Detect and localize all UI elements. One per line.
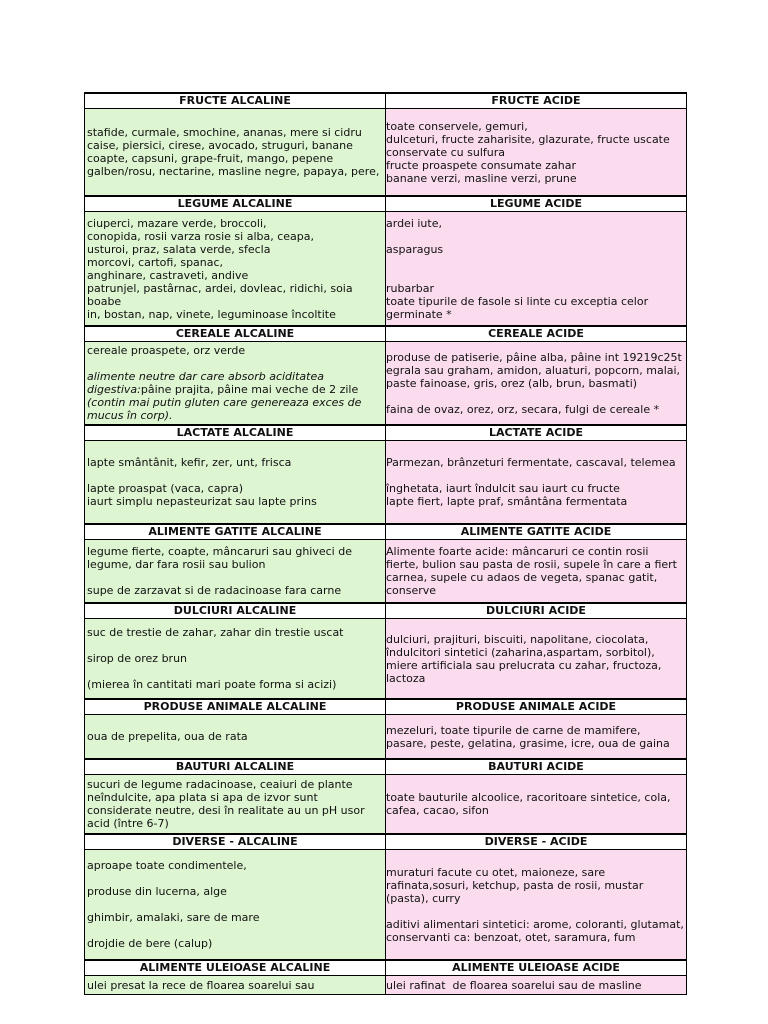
food-line bbox=[87, 243, 383, 256]
food-line bbox=[87, 482, 383, 495]
food-line-text: lapte proaspat (vaca, capra) bbox=[87, 482, 244, 495]
food-line bbox=[87, 139, 383, 178]
food-line-text: caise, piersici, cirese, avocado, struguri, banane coapte, capsuni, grape-fruit, mango, pepene galben/rosu, nectarine, masline negre, papaya, pere, bbox=[87, 139, 380, 178]
alkaline-food-list bbox=[85, 850, 386, 961]
acidic-section-title: DULCIURI ACIDE bbox=[386, 603, 687, 619]
food-line-text: aditivi alimentari sintetici: arome, coloranti, glutamat, conservanti ca: benzoat, otet, saramura, fum bbox=[386, 917, 688, 944]
food-line-text: anghinare, castraveti, andive bbox=[87, 268, 249, 282]
food-line bbox=[87, 126, 383, 139]
food-line bbox=[386, 243, 684, 256]
food-line-text: ardei iute, bbox=[386, 216, 442, 230]
acidic-section-title: ALIMENTE ULEIOASE ACIDE bbox=[386, 960, 687, 976]
alkaline-section-title: ALIMENTE GATITE ALCALINE bbox=[85, 524, 386, 540]
acidic-section-title: ALIMENTE GATITE ACIDE bbox=[386, 524, 687, 540]
alkaline-food-list bbox=[85, 540, 386, 604]
food-line bbox=[386, 351, 684, 390]
food-line bbox=[386, 866, 684, 905]
section-header-row bbox=[85, 960, 687, 976]
section-header-row bbox=[85, 834, 687, 850]
food-line bbox=[87, 357, 383, 370]
acidic-section-title: LACTATE ACIDE bbox=[386, 425, 687, 441]
alkaline-food-list bbox=[85, 441, 386, 525]
food-line bbox=[87, 937, 383, 950]
food-line bbox=[87, 898, 383, 911]
food-line bbox=[386, 159, 684, 172]
food-line bbox=[87, 545, 383, 571]
acidic-food-list bbox=[386, 109, 687, 197]
food-line-text: toate bauturile alcoolice, racoritoare sintetice, cola, cafea, cacao, sifon bbox=[386, 791, 675, 817]
alkaline-section-title: LACTATE ALCALINE bbox=[85, 425, 386, 441]
food-line-text: oua de prepelita, oua de rata bbox=[87, 730, 248, 743]
food-line-text: faina de ovaz, orez, orz, secara, fulgi de cereale * bbox=[386, 402, 660, 416]
food-line bbox=[87, 584, 383, 597]
food-line bbox=[87, 924, 383, 937]
food-line-text: Alimente foarte acide: mâncaruri ce contin rosii fierte, bulion sau pasta de rosii, supele în care a fiert carnea, supele cu adaos de vegeta, spanac gatit, conserve bbox=[386, 545, 681, 597]
acidic-food-list bbox=[386, 619, 687, 700]
food-line bbox=[87, 217, 383, 230]
acidic-section-title: LEGUME ACIDE bbox=[386, 196, 687, 212]
food-line bbox=[87, 469, 383, 482]
food-line-text: Parmezan, brânzeturi fermentate, cascaval, telemea bbox=[386, 456, 676, 469]
food-line-text: mezeluri, toate tipurile de carne de mamifere, pasare, peste, gelatina, grasime, icre, oua de gaina bbox=[386, 723, 670, 750]
acidic-section-title: DIVERSE - ACIDE bbox=[386, 834, 687, 850]
food-line bbox=[386, 403, 684, 416]
food-line bbox=[87, 885, 383, 898]
food-line bbox=[87, 652, 383, 665]
food-line bbox=[87, 859, 383, 872]
food-line-text: stafide, curmale, smochine, ananas, mere si cidru bbox=[87, 126, 362, 139]
alkaline-food-list bbox=[85, 976, 386, 995]
section-header-row bbox=[85, 425, 687, 441]
section-content-row bbox=[85, 976, 687, 995]
alkaline-food-list bbox=[85, 715, 386, 760]
food-line-text: banane verzi, masline verzi, prune bbox=[386, 171, 577, 185]
food-line bbox=[386, 905, 684, 918]
food-line bbox=[386, 633, 684, 685]
section-header-row bbox=[85, 699, 687, 715]
acidic-food-list bbox=[386, 715, 687, 760]
section-header-row bbox=[85, 524, 687, 540]
food-line-note: (contin mai putin gluten care genereaza exces de mucus în corp). bbox=[87, 396, 365, 422]
food-line-text: drojdie de bere (calup) bbox=[87, 937, 213, 950]
food-line-text: muraturi facute cu otet, maioneze, sare rafinata,sosuri, ketchup, pasta de rosii, mustar (pasta), curry bbox=[386, 865, 647, 905]
section-content-row bbox=[85, 775, 687, 835]
food-line bbox=[87, 626, 383, 639]
section-content-row bbox=[85, 212, 687, 327]
food-line-text: conopida, rosii varza rosie si alba, ceapa, bbox=[87, 229, 315, 243]
food-line-text: patrunjel, pastârnac, ardei, dovleac, ridichi, soia boabe bbox=[87, 281, 357, 308]
acidic-food-list bbox=[386, 441, 687, 525]
alkaline-section-title: CEREALE ALCALINE bbox=[85, 326, 386, 342]
food-line-text: alimente neutre dar care absorb aciditatea digestiva: bbox=[87, 370, 328, 396]
food-line-text: usturoi, praz, salata verde, sfecla bbox=[87, 242, 271, 256]
food-line bbox=[87, 872, 383, 885]
alkaline-section-title: ALIMENTE ULEIOASE ALCALINE bbox=[85, 960, 386, 976]
food-line-text: aproape toate condimentele, bbox=[87, 859, 247, 872]
food-line bbox=[87, 911, 383, 924]
section-content-row bbox=[85, 540, 687, 604]
alkaline-food-list bbox=[85, 775, 386, 835]
food-line bbox=[386, 979, 684, 992]
food-line-text: pâine prajita, pâine mai veche de 2 zile bbox=[140, 383, 362, 396]
food-line bbox=[87, 665, 383, 678]
food-line-text: ulei presat la rece de floarea soarelui sau bbox=[87, 978, 315, 992]
food-line bbox=[386, 390, 684, 403]
food-line bbox=[87, 370, 383, 422]
acidic-food-list bbox=[386, 342, 687, 426]
food-line-text: legume fierte, coapte, mâncaruri sau ghiveci de legume, dar fara rosii sau bulion bbox=[87, 545, 356, 571]
food-line bbox=[386, 120, 684, 133]
food-line-text: toate tipurile de fasole si linte cu exceptia celor germinate * bbox=[386, 294, 652, 321]
food-line-text: asparagus bbox=[386, 242, 444, 256]
food-line-text: toate conservele, gemuri, bbox=[386, 119, 528, 133]
food-line bbox=[87, 344, 383, 357]
food-line-text: lapte smântânit, kefir, zer, unt, frisca bbox=[87, 456, 292, 469]
food-ph-table bbox=[84, 92, 687, 995]
food-line bbox=[87, 639, 383, 652]
section-content-row bbox=[85, 619, 687, 700]
food-line bbox=[386, 269, 684, 282]
food-line bbox=[87, 282, 383, 308]
alkaline-section-title: DIVERSE - ALCALINE bbox=[85, 834, 386, 850]
food-line bbox=[87, 269, 383, 282]
food-line-text: suc de trestie de zahar, zahar din trestie uscat bbox=[87, 626, 344, 639]
food-line bbox=[386, 469, 684, 482]
alkaline-food-list bbox=[85, 212, 386, 327]
food-line-text: dulceturi, fructe zaharisite, glazurate, fructe uscate conservate cu sulfura bbox=[386, 132, 674, 159]
acidic-food-list bbox=[386, 976, 687, 995]
food-line bbox=[386, 256, 684, 269]
food-line-text: rubarbar bbox=[386, 281, 434, 295]
food-line bbox=[386, 456, 684, 469]
section-header-row bbox=[85, 326, 687, 342]
acidic-section-title: BAUTURI ACIDE bbox=[386, 759, 687, 775]
food-line bbox=[386, 791, 684, 817]
food-line-text: lapte fiert, lapte praf, smântâna fermentata bbox=[386, 495, 628, 508]
food-line-text: dulciuri, prajituri, biscuiti, napolitane, ciocolata, îndulcitori sintetici (zaharina,aspartam, sorbitol), miere artificiala sau prelucrata cu zahar, fructoza, lactoza bbox=[386, 632, 665, 685]
food-line bbox=[386, 230, 684, 243]
food-line-text: ghimbir, amalaki, sare de mare bbox=[87, 911, 260, 924]
acidic-section-title: FRUCTE ACIDE bbox=[386, 93, 687, 109]
food-line-text: ulei rafinat de floarea soarelui sau de masline bbox=[386, 978, 642, 992]
alkaline-food-list bbox=[85, 342, 386, 426]
food-line bbox=[386, 282, 684, 295]
food-line-text: fructe proaspete consumate zahar bbox=[386, 158, 577, 172]
food-line bbox=[87, 308, 383, 321]
food-line-text: in, bostan, nap, vinete, leguminoase încoltite bbox=[87, 307, 336, 321]
acidic-section-title: PRODUSE ANIMALE ACIDE bbox=[386, 699, 687, 715]
food-line-text: sirop de orez brun bbox=[87, 652, 188, 665]
food-line bbox=[87, 230, 383, 243]
food-line-text: sucuri de legume radacinoase, ceaiuri de plante neîndulcite, apa plata si apa de izvor sunt considerate neutre, desi în realitate au un pH usor acid (între 6-7) bbox=[87, 778, 369, 830]
acidic-section-title: CEREALE ACIDE bbox=[386, 326, 687, 342]
alkaline-section-title: DULCIURI ALCALINE bbox=[85, 603, 386, 619]
food-line bbox=[386, 917, 688, 944]
section-content-row bbox=[85, 850, 687, 961]
section-content-row bbox=[85, 715, 687, 760]
acidic-food-list bbox=[386, 540, 687, 604]
section-header-row bbox=[85, 196, 687, 212]
food-line bbox=[386, 133, 684, 159]
food-line bbox=[87, 571, 383, 584]
acidic-food-list bbox=[386, 775, 687, 835]
food-line bbox=[87, 730, 383, 743]
alkaline-section-title: LEGUME ALCALINE bbox=[85, 196, 386, 212]
food-line-text: cereale proaspete, orz verde bbox=[87, 344, 246, 357]
food-line bbox=[87, 678, 383, 691]
section-content-row bbox=[85, 342, 687, 426]
food-line-text: (mierea în cantitati mari poate forma si acizi) bbox=[87, 678, 337, 691]
section-header-row bbox=[85, 759, 687, 775]
food-line bbox=[87, 778, 383, 830]
food-line bbox=[87, 456, 383, 469]
food-line-text: morcovi, cartofi, spanac, bbox=[87, 255, 224, 269]
food-line-text: ciuperci, mazare verde, broccoli, bbox=[87, 216, 267, 230]
section-header-row bbox=[85, 93, 687, 109]
alkaline-section-title: PRODUSE ANIMALE ALCALINE bbox=[85, 699, 386, 715]
food-line-text: înghetata, iaurt îndulcit sau iaurt cu fructe bbox=[386, 482, 620, 495]
alkaline-food-list bbox=[85, 109, 386, 197]
food-line bbox=[386, 217, 684, 230]
food-line bbox=[386, 172, 684, 185]
food-line bbox=[386, 495, 684, 508]
food-line bbox=[386, 724, 684, 750]
food-line-text: produse din lucerna, alge bbox=[87, 885, 227, 898]
food-line bbox=[87, 495, 383, 508]
food-line bbox=[386, 545, 684, 597]
alkaline-food-list bbox=[85, 619, 386, 700]
alkaline-section-title: FRUCTE ALCALINE bbox=[85, 93, 386, 109]
food-line-text: supe de zarzavat si de radacinoase fara carne bbox=[87, 584, 342, 597]
food-line bbox=[386, 482, 684, 495]
section-header-row bbox=[85, 603, 687, 619]
section-content-row bbox=[85, 109, 687, 197]
acidic-food-list bbox=[386, 850, 687, 961]
acidic-food-list bbox=[386, 212, 687, 327]
section-content-row bbox=[85, 441, 687, 525]
food-line bbox=[386, 295, 684, 321]
food-line-text: iaurt simplu nepasteurizat sau lapte prins bbox=[87, 495, 317, 508]
food-line-text: produse de patiserie, pâine alba, pâine int 19219c25t egrala sau graham, amidon, aluaturi, popcorn, malai, paste fainoase, gris, orez (alb, brun, basmati) bbox=[386, 350, 686, 390]
alkaline-section-title: BAUTURI ALCALINE bbox=[85, 759, 386, 775]
food-line bbox=[87, 979, 383, 992]
food-line bbox=[87, 256, 383, 269]
